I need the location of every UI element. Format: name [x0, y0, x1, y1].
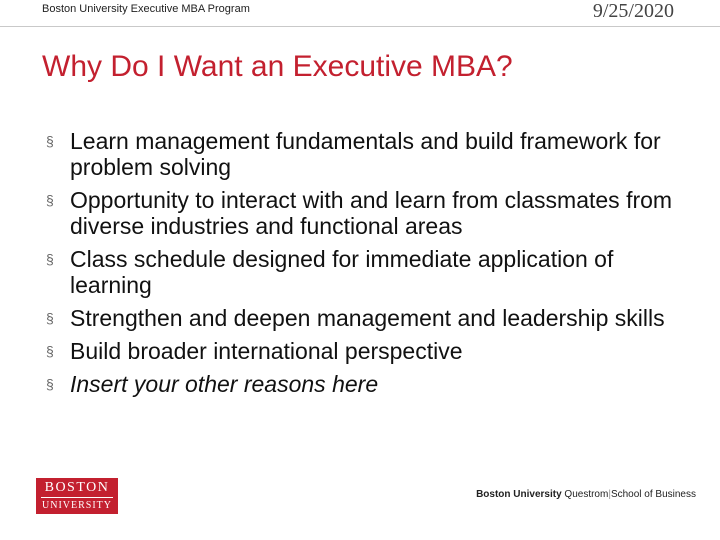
logo-divider: [41, 497, 113, 498]
bullet-text: Strengthen and deepen management and leadership skills: [70, 305, 665, 331]
logo-line2: UNIVERSITY: [42, 500, 112, 511]
bullet-list: [46, 128, 686, 404]
bullet-text: Learn management fundamentals and build framework for problem solving: [70, 128, 661, 180]
bullet-marker-icon: §: [46, 133, 54, 149]
slide-header: [0, 0, 720, 27]
bullet-item: [46, 128, 686, 180]
bullet-marker-icon: §: [46, 376, 54, 392]
bullet-marker-icon: §: [46, 251, 54, 267]
bullet-item: [46, 187, 686, 239]
bullet-marker-icon: §: [46, 343, 54, 359]
school-part2: Questrom: [564, 489, 609, 500]
bullet-text: Opportunity to interact with and learn from classmates from diverse industries and functional areas: [70, 187, 673, 239]
bullet-marker-icon: §: [46, 192, 54, 208]
bullet-item: [46, 305, 686, 331]
date-label: 9/25/2020: [592, 0, 674, 22]
bullet-text: Insert your other reasons here: [70, 371, 379, 397]
bullet-item: [46, 338, 686, 364]
slide-title: Why Do I Want an Executive MBA?: [42, 50, 513, 83]
program-label: Boston University Executive MBA Program: [42, 3, 250, 15]
bullet-item: [46, 371, 686, 397]
bullet-item: [46, 246, 686, 298]
logo-line1: BOSTON: [44, 480, 110, 495]
bullet-marker-icon: §: [46, 310, 54, 326]
school-wordmark: [476, 489, 696, 500]
school-part3: School of Business: [610, 489, 696, 500]
school-part1: Boston University: [476, 489, 562, 500]
wordmark-separator: |: [608, 489, 611, 500]
boston-university-logo: [36, 478, 118, 514]
bullet-text: Class schedule designed for immediate application of learning: [70, 246, 614, 298]
bullet-text: Build broader international perspective: [70, 338, 463, 364]
